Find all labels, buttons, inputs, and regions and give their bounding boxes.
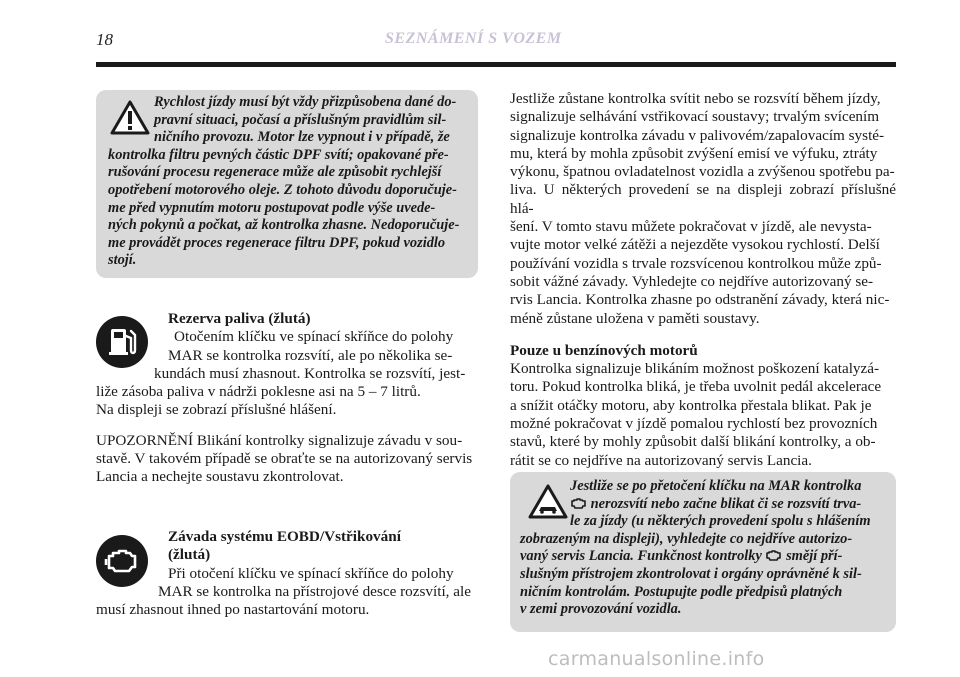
engine-check-icon xyxy=(765,549,782,561)
warning-line: me provádět proces regenerace filtru DPF, pokud vozidlo xyxy=(108,234,446,251)
text-line: šení. V tomto stavu můžete pokračovat v jízdě, ale nevysta- xyxy=(510,218,872,236)
fuel-reserve-section xyxy=(96,310,478,487)
header-rule xyxy=(96,62,896,67)
text-line: možné pokračovat v jízdě pomalou rychlostí bez provozních xyxy=(510,415,878,433)
warning-line: ničního provozu. Motor lze vypnout i v případě, že xyxy=(154,129,450,146)
warning-box-top xyxy=(96,90,478,278)
warning-line: stojí. xyxy=(108,252,137,269)
eobd-heading: Závada systému EOBD/Vstřikování xyxy=(168,528,401,545)
warning-line: zobrazeným na displeji), vyhledejte co nejdříve autorizo- xyxy=(520,530,853,547)
warning-text-run: smějí pří- xyxy=(782,548,843,565)
warning-line: slušným přístrojem zkontrolovat i orgány oprávněné k sil- xyxy=(520,565,862,582)
warning-box-bottom xyxy=(510,472,896,632)
eobd-section xyxy=(96,528,478,619)
right-column xyxy=(510,90,896,470)
text-line: liva. U některých provedení se na displeji zobrazí příslušné hlá- xyxy=(510,181,896,217)
warning-line: rušování procesu regenerace může ale způsobit rychlejší xyxy=(108,164,442,181)
warning-line: le za jízdy (u některých provedení spolu s hlášením xyxy=(570,513,871,530)
text-line: kundách musí zhasnout. Kontrolka se rozsvítí, jest- xyxy=(154,364,466,382)
text-line: Na displeji se zobrazí příslušné hlášení. xyxy=(96,401,337,419)
warning-line: v zemi provozování vozidla. xyxy=(520,601,682,618)
warning-line: ničním kontrolám. Postupujte podle předpisů platných xyxy=(520,583,843,600)
text-line: UPOZORNĚNÍ Blikání kontrolky signalizuje závadu v sou- xyxy=(96,431,463,449)
text-line: sobit vážné závady. Vyhledejte co nejdříve autorizovaný se- xyxy=(510,272,874,290)
text-line: MAR se kontrolka na přístrojové desce rozsvítí, ale xyxy=(158,582,471,600)
eobd-heading-sub: (žlutá) xyxy=(168,546,211,564)
text-line: signalizuje selhávání vstřikovací soustavy; trvalým svícením xyxy=(510,108,880,126)
warning-text-run: nerozsvítí nebo začne blikat či se rozsvítí trva- xyxy=(587,495,862,512)
warning-top-text xyxy=(108,94,468,270)
text-line: MAR se kontrolka rozsvítí, ale po několika se- xyxy=(168,346,453,364)
text-line: a snížit otáčky motoru, aby kontrolka přestala blikat. Pak je xyxy=(510,396,872,414)
text-line: toru. Pokud kontrolka bliká, je třeba uvolnit pedál akcelerace xyxy=(510,378,882,396)
warning-line: me před vypnutím motoru postupovat podle výše uvede- xyxy=(108,199,436,216)
engine-check-icon xyxy=(570,497,587,509)
watermark: carmanualsonline.info xyxy=(548,648,765,670)
text-line: signalizuje kontrolka závadu v palivovém/zapalovacím systé- xyxy=(510,126,885,144)
text-line: méně zůstane uložena v paměti soustavy. xyxy=(510,309,760,327)
warning-line: kontrolka filtru pevných částic DPF svítí; opakované pře- xyxy=(108,146,449,163)
text-line: rátit se co nejdříve na autorizovaný servis Lancia. xyxy=(510,451,812,469)
warning-bottom-text xyxy=(520,478,884,619)
warning-line xyxy=(520,548,884,566)
text-line: Otočením klíčku ve spínací skříňce do polohy xyxy=(174,328,454,346)
warning-line: Jestliže se po přetočení klíčku na MAR kontrolka xyxy=(570,478,862,494)
text-line: Kontrolka signalizuje blikáním možnost poškození katalyzá- xyxy=(510,360,880,378)
petrol-subheading: Pouze u benzínových motorů xyxy=(510,341,698,359)
warning-text-run: vaný servis Lancia. Funkčnost kontrolky xyxy=(520,548,766,565)
page-header xyxy=(96,30,896,54)
fuel-reserve-heading: Rezerva paliva (žlutá) xyxy=(168,310,311,327)
text-line: výkonu, špatnou ovladatelnost vozidla a zvýšenou spotřebu pa- xyxy=(510,163,895,181)
text-line: používání vozidla s trvale rozsvícenou kontrolkou může způ- xyxy=(510,254,882,272)
page-number: 18 xyxy=(96,30,113,49)
warning-line: ných pokynů a počkat, až kontrolka zhasne. Nedoporučuje- xyxy=(108,217,460,234)
warning-line xyxy=(520,496,884,514)
warning-line: opotřebení motorového oleje. Z tohoto důvodu doporučuje- xyxy=(108,181,457,198)
text-line: Jestliže zůstane kontrolka svítit nebo se rozsvítí během jízdy, xyxy=(510,90,881,107)
text-line: musí zhasnout ihned po nastartování motoru. xyxy=(96,601,370,619)
text-line: mu, která by mohla způsobit zvýšení emisí ve výfuku, ztráty xyxy=(510,144,878,162)
warning-line: Rychlost jízdy musí být vždy přizpůsobena dané do- xyxy=(154,94,457,110)
text-line: Při otočení klíčku ve spínací skříňce do polohy xyxy=(168,564,454,582)
text-line: rvis Lancia. Kontrolka zhasne po odstranění závady, která nic- xyxy=(510,291,890,309)
text-line: stavě. V takovém případě se obraťte se na autorizovaný servis xyxy=(96,450,473,468)
text-line: stavů, které by mohly způsobit další blikání kontrolky, a ob- xyxy=(510,433,876,451)
warning-line: pravní situaci, počasí a příslušným pravidlům sil- xyxy=(154,111,447,128)
text-line: Lancia a nechejte soustavu zkontrolovat. xyxy=(96,468,344,486)
section-title: SEZNÁMENÍ S VOZEM xyxy=(385,30,562,47)
text-line: liže zásoba paliva v nádrži poklesne asi na 5 – 7 litrů. xyxy=(96,383,421,401)
text-line: vujte motor velké zátěži a nejezděte vysokou rychlostí. Delší xyxy=(510,236,880,254)
